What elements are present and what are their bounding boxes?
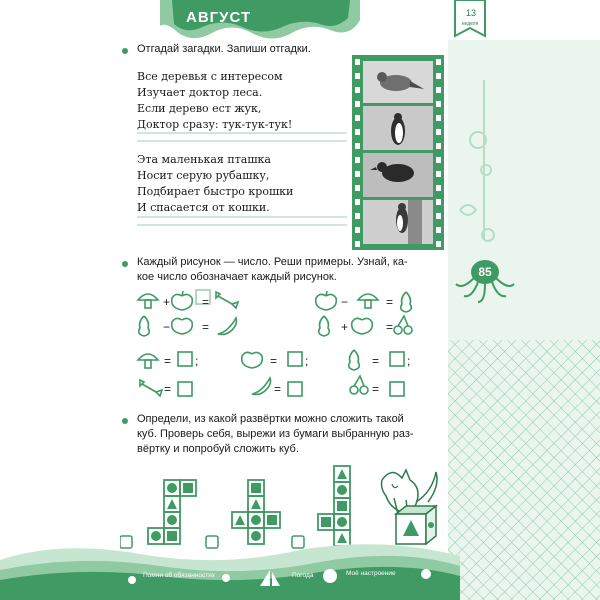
svg-text:=: = (202, 320, 210, 334)
riddle-1-line: Все деревья с интересом (137, 70, 283, 83)
riddle-2-line: Эта маленькая пташка (137, 153, 271, 166)
riddle-1-line: Если дерево ест жук, (137, 102, 262, 115)
svg-text:=: = (274, 382, 282, 396)
svg-text:;: ; (305, 354, 309, 368)
task3-instruction-line: вёртку и попробуй сложить куб. (137, 443, 299, 455)
answer-lines-1 (137, 130, 347, 144)
svg-text:;: ; (407, 354, 411, 368)
task3-instruction-line: куб. Проверь себя, вырежи из бумаги выбранную раз- (137, 428, 414, 440)
month-title: АВГУСТ (186, 9, 252, 26)
svg-text:−: − (341, 295, 349, 309)
task1-bullet (122, 48, 128, 54)
task2-instruction-line: Каждый рисунок — число. Реши примеры. Узнай, ка- (137, 256, 408, 268)
task1-instruction: Отгадай загадки. Запиши отгадки. (137, 43, 311, 55)
task2-bullet (122, 261, 128, 267)
picture-equations (136, 288, 446, 398)
week-flag-icon (450, 0, 490, 40)
riddle-1-line: Доктор сразу: тук-тук-тук! (137, 118, 293, 131)
riddle-1 (137, 69, 292, 133)
svg-text:+: + (341, 320, 349, 334)
task3-instruction (137, 412, 414, 457)
svg-text:−: − (163, 320, 171, 334)
week-number: 13 (465, 8, 476, 18)
svg-text:=: = (202, 295, 210, 309)
page-number: 85 (478, 265, 492, 279)
riddle-2-line: Носит серую рубашку, (137, 169, 270, 182)
svg-text:=: = (372, 354, 380, 368)
riddle-2-line: Подбирает быстро крошки (137, 185, 294, 198)
footer-mood-label: Моё настроение (346, 570, 396, 577)
svg-text:=: = (386, 320, 394, 334)
footer-weather-label: Погода (292, 572, 314, 579)
svg-text:=: = (386, 295, 394, 309)
answer-lines-2 (137, 214, 347, 228)
riddle-2-line: И спасается от кошки. (137, 201, 270, 214)
footer-duties-label: Помни об обязанностях (143, 572, 216, 579)
task2-instruction-line: кое число обозначает каждый рисунок. (137, 271, 337, 283)
riddle-1-line: Изучает доктор леса. (137, 86, 263, 99)
decorative-side-strip (448, 40, 600, 600)
task3-bullet (122, 418, 128, 424)
svg-text:+: + (163, 295, 171, 309)
bird-photo-filmstrip (352, 55, 444, 250)
riddle-2 (137, 152, 293, 216)
svg-text:=: = (164, 354, 172, 368)
task2-instruction (137, 255, 408, 285)
task3-instruction-line: Определи, из какой развёртки можно сложить такой (137, 413, 404, 425)
svg-text:;: ; (195, 354, 199, 368)
svg-text:=: = (164, 382, 172, 396)
svg-text:=: = (372, 382, 380, 396)
svg-text:=: = (270, 354, 278, 368)
week-unit-label: неделя (461, 21, 479, 27)
